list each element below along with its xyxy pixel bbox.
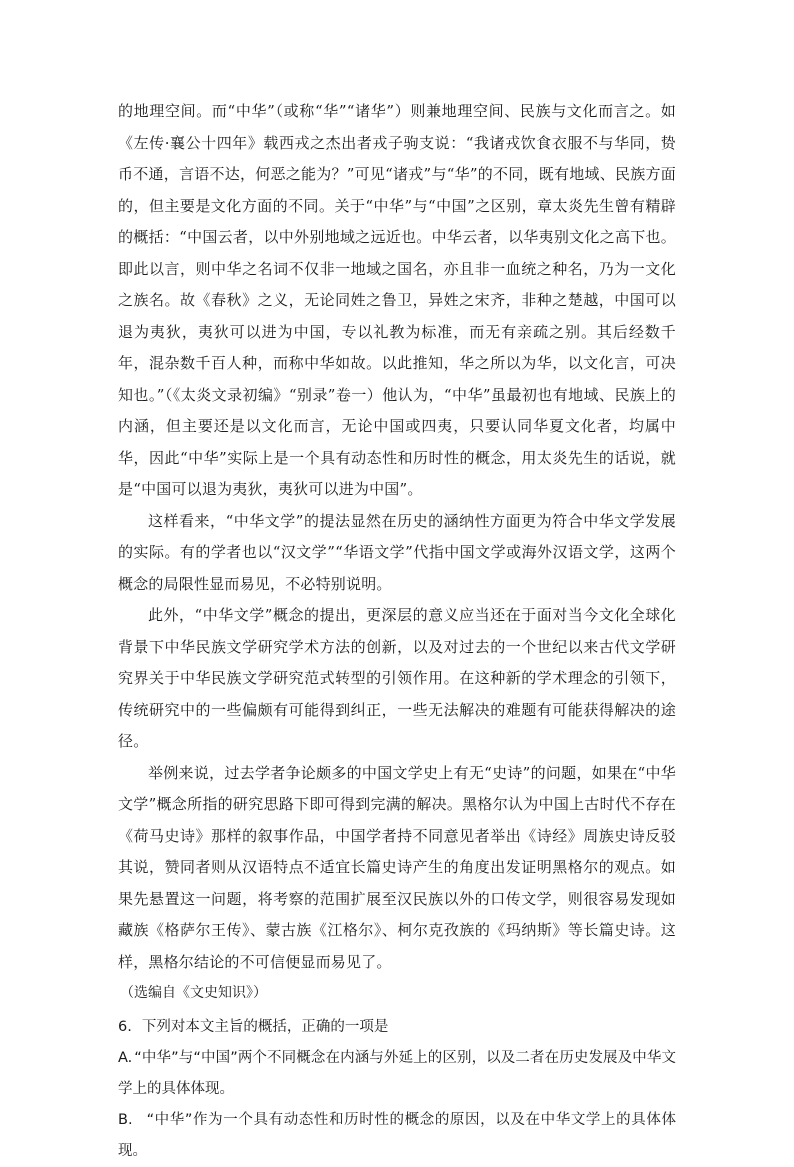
article-paragraph: 此外，“中华文学”概念的提出，更深层的意义应当还在于面对当今文化全球化背景下中华民族文学研究学术方法的创新，以及对过去的一个世纪以来古代文学研究界关于中华民族文学研究范式转型的引领作用。在这种新的学术理念的引领下，传统研究中的一些偏颇有可能得到纠正，一些无法解决的难题有可能获得解决的途径。 <box>118 606 676 750</box>
question-number: 6. <box>118 1018 132 1035</box>
document-content <box>118 96 676 1167</box>
option-text: “中华”作为一个具有动态性和历时性的概念的原因，以及在中华文学上的具体体现。 <box>118 1111 676 1159</box>
question-block <box>118 1012 676 1167</box>
question-text: 下列对本文主旨的概括，正确的一项是 <box>141 1018 389 1035</box>
article-paragraph: 的地理空间。而“中华”（或称“华”“诸华”）则兼地理空间、民族与文化而言之。如《左传·襄公十四年》载西戎之杰出者戎子驹支说：“我诸戎饮食衣服不与华同，贽币不通，言语不达，何恶之能为？”可见“诸戎”与“华”的不同，既有地域、民族方面的，但主要是文化方面的不同。关于“中华”与“中国”之区别，章太炎先生曾有精辟的概括：“中国云者，以中外别地域之远近也。中华云者，以华夷别文化之高下也。即此以言，则中华之名词不仅非一地域之国名，亦且非一血统之种名，乃为一文化之族名。故《春秋》之义，无论同姓之鲁卫，异姓之宋齐，非种之楚越，中国可以退为夷狄，夷狄可以进为中国，专以礼教为标准，而无有亲疏之别。其后经数千年，混杂数千百人种，而称中华如故。以此推知，华之所以为华，以文化言，可决知也。”（《太炎文录初编》“别录”卷一）他认为，“中华”虽最初也有地域、民族上的内涵，但主要还是以文化而言，无论中国或四夷，只要认同华夏文化者，均属中华，因此“中华”实际上是一个具有动态性和历时性的概念，用太炎先生的话说，就是“中国可以退为夷狄，夷狄可以进为中国”。 <box>118 102 676 498</box>
option-letter: A. <box>118 1049 133 1066</box>
question-stem <box>118 1012 676 1043</box>
article-paragraph: 举例来说，过去学者争论颇多的中国文学史上有无“史诗”的问题，如果在“中华文学”概念所指的研究思路下即可得到完满的解决。黑格尔认为中国上古时代不存在《荷马史诗》那样的叙事作品，中国学者持不同意见者举出《诗经》周族史诗反驳其说，赞同者则从汉语特点不适宜长篇史诗产生的角度出发证明黑格尔的观点。如果先悬置这一问题，将考察的范围扩展至汉民族以外的口传文学，则很容易发现如藏族《格萨尔王传》、蒙古族《江格尔》、柯尔克孜族的《玛纳斯》等长篇史诗。这样，黑格尔结论的不可信便显而易见了。 <box>118 763 676 971</box>
option-letter: B. <box>118 1111 133 1128</box>
option-b[interactable] <box>118 1105 676 1167</box>
article-paragraph: 这样看来，“中华文学”的提法显然在历史的涵纳性方面更为符合中华文学发展的实际。有的学者也以“汉文学”“华语文学”代指中国文学或海外汉语文学，这两个概念的局限性显而易见，不必特别说明。 <box>118 511 676 593</box>
option-a[interactable] <box>118 1043 676 1105</box>
article-source: （选编自《文史知识》） <box>120 985 267 1001</box>
option-text: “中华”与“中国”两个不同概念在内涵与外延上的区别，以及二者在历史发展及中华文学上的具体体现。 <box>118 1049 676 1097</box>
article-body <box>118 96 676 1010</box>
